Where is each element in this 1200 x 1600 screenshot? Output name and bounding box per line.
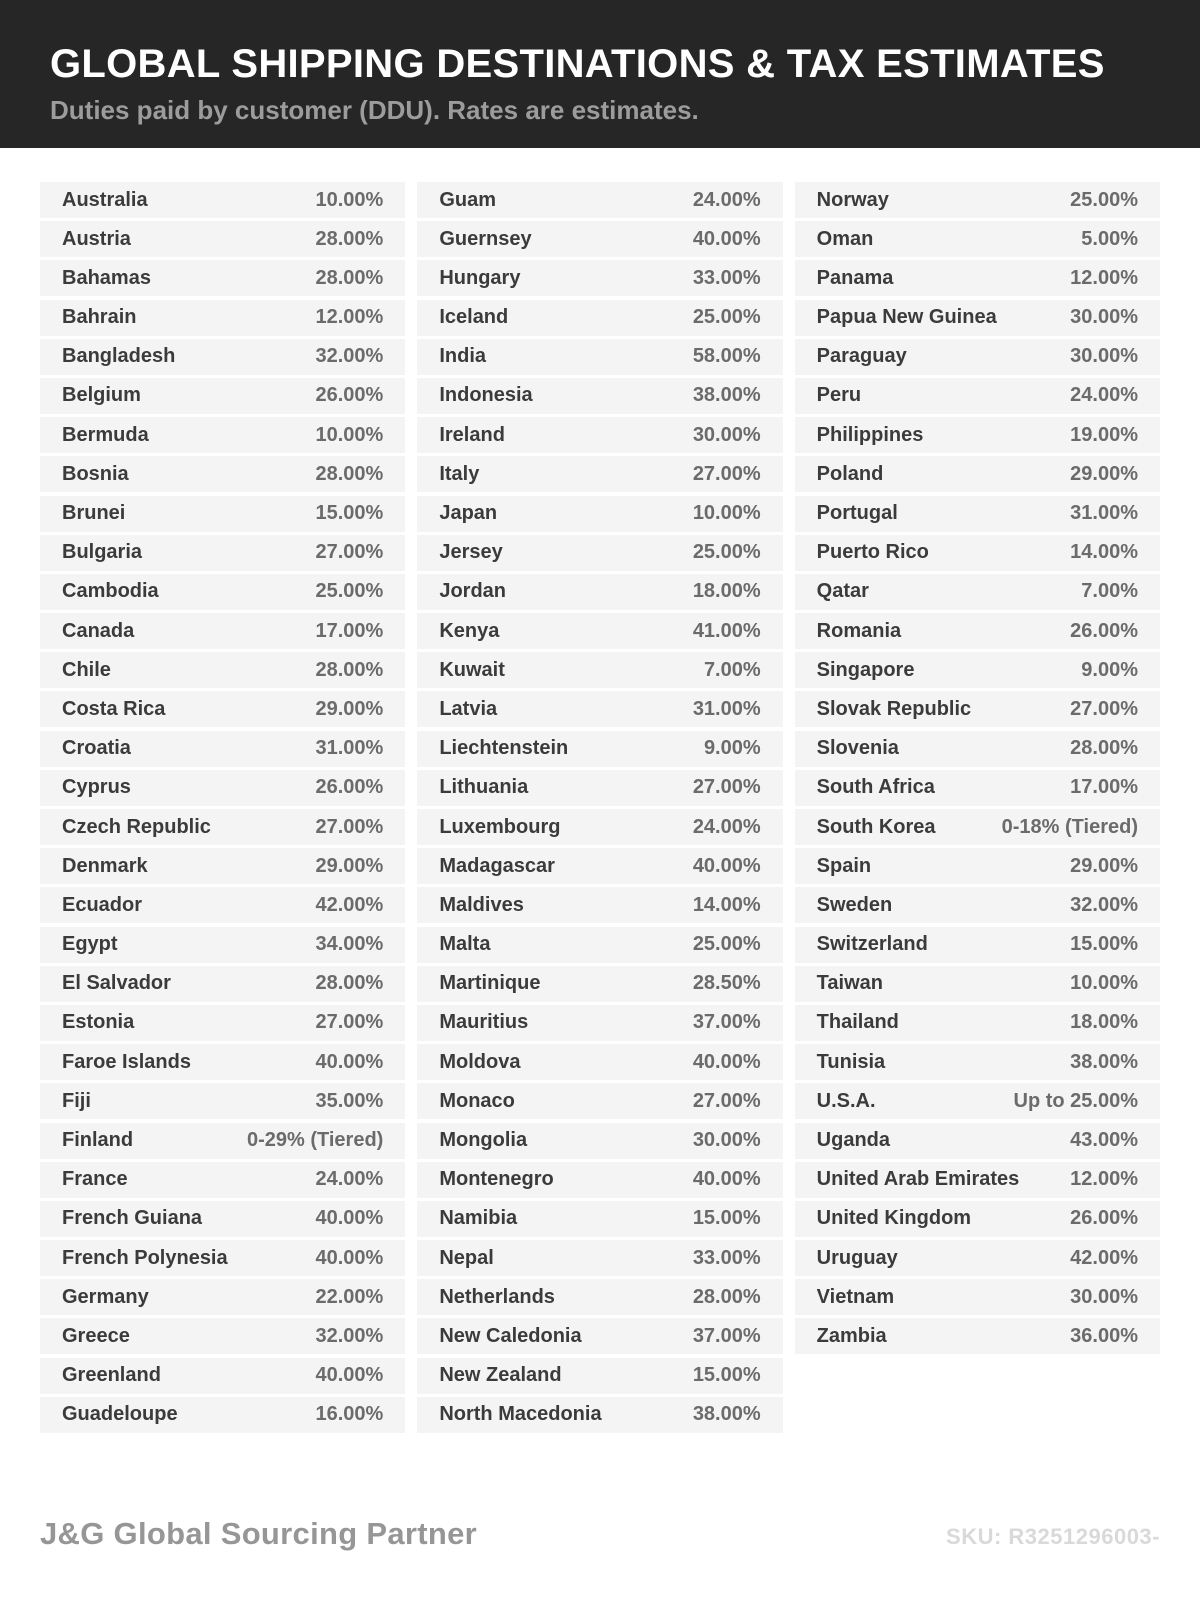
table-column-3 (795, 182, 1160, 1436)
table-row (417, 300, 782, 336)
table-row (795, 1279, 1160, 1315)
country-name: Croatia (62, 737, 131, 760)
country-name: Austria (62, 227, 131, 250)
table-row (417, 1083, 782, 1119)
table-row (417, 1318, 782, 1354)
table-row (40, 260, 405, 296)
tax-rate: 14.00% (692, 893, 761, 916)
table-row (40, 1162, 405, 1198)
tax-rate: 17.00% (1070, 776, 1138, 799)
table-row (417, 652, 782, 688)
table-row (40, 966, 405, 1002)
country-name: Estonia (62, 1011, 135, 1034)
country-name: South Korea (816, 815, 936, 838)
country-name: Norway (816, 188, 889, 211)
country-name: Nepal (439, 1246, 494, 1269)
country-name: Martinique (439, 972, 541, 995)
table-row (795, 1201, 1160, 1237)
country-name: Brunei (62, 502, 126, 524)
tax-rate: 24.00% (1070, 384, 1138, 407)
country-name: Kenya (439, 619, 500, 642)
table-row (417, 260, 782, 296)
tax-rate: 28.00% (315, 658, 384, 681)
tax-rate: 31.00% (692, 697, 761, 720)
table-row (417, 1162, 782, 1198)
table-row (40, 1318, 405, 1354)
country-name: Canada (62, 619, 135, 642)
tax-rate: 40.00% (692, 1168, 761, 1191)
tax-rate: 26.00% (1070, 1207, 1138, 1230)
table-row (795, 1162, 1160, 1198)
table-row (40, 456, 405, 492)
tax-rate: 29.00% (1070, 854, 1138, 877)
sku-label: SKU: R3251296003- (946, 1524, 1160, 1549)
tax-rate: 28.00% (1070, 737, 1138, 760)
tax-rate: 30.00% (1070, 345, 1138, 368)
country-name: Australia (62, 188, 148, 211)
tax-rate: 40.00% (315, 1207, 384, 1230)
table-row (417, 182, 782, 218)
country-name: Vietnam (816, 1285, 895, 1308)
page-title: GLOBAL SHIPPING DESTINATIONS & TAX ESTIMATES (50, 42, 1105, 86)
country-name: French Polynesia (62, 1246, 228, 1269)
country-name: Madagascar (439, 854, 555, 877)
tax-rate: Up to 25.00% (1013, 1089, 1138, 1112)
tax-rate: 22.00% (315, 1285, 384, 1308)
country-name: Poland (816, 462, 884, 485)
table-row (795, 378, 1160, 414)
table-row (795, 300, 1160, 336)
tax-rate: 15.00% (692, 1207, 761, 1230)
country-name: Qatar (816, 580, 869, 603)
country-name: Jersey (439, 541, 503, 564)
tax-rate: 25.00% (315, 580, 384, 603)
tax-rate: 41.00% (692, 619, 761, 642)
country-name: Cambodia (62, 580, 159, 603)
country-name: Egypt (62, 933, 118, 956)
table-row (417, 887, 782, 923)
tax-rate: 37.00% (692, 1011, 761, 1034)
country-name: Tunisia (816, 1050, 886, 1073)
table-row (417, 1279, 782, 1315)
country-name: Spain (816, 854, 872, 877)
tax-rate: 0-18% (Tiered) (1001, 815, 1138, 838)
table-row (795, 848, 1160, 884)
country-name: Luxembourg (439, 815, 561, 838)
tax-rate: 19.00% (1070, 423, 1138, 446)
tax-rate: 40.00% (692, 1050, 761, 1073)
table-row (795, 731, 1160, 767)
tax-rate: 15.00% (692, 1364, 761, 1387)
table-column-1 (40, 182, 405, 1436)
table-row (795, 1318, 1160, 1354)
country-name: Belgium (62, 384, 141, 407)
country-name: Slovak Republic (816, 697, 972, 720)
country-name: Lithuania (439, 776, 529, 799)
table-row (417, 1044, 782, 1080)
tax-rate: 38.00% (1070, 1050, 1138, 1073)
tax-rate: 27.00% (692, 462, 761, 485)
table-row (40, 1201, 405, 1237)
tax-rate: 35.00% (315, 1089, 384, 1112)
tax-table (40, 182, 1160, 1436)
tax-rate: 38.00% (692, 384, 761, 407)
tax-rate: 30.00% (1070, 306, 1138, 329)
table-row (40, 221, 405, 257)
tax-rate: 26.00% (315, 384, 384, 407)
table-row (40, 731, 405, 767)
table-row (417, 1201, 782, 1237)
tax-rate: 33.00% (692, 1246, 761, 1269)
country-name: Germany (62, 1285, 149, 1308)
tax-rate: 29.00% (315, 854, 384, 877)
table-row (40, 417, 405, 453)
tax-rate: 27.00% (315, 541, 384, 564)
country-name: Iceland (439, 306, 509, 329)
table-row (417, 1397, 782, 1433)
table-row (795, 1123, 1160, 1159)
table-row (795, 1240, 1160, 1276)
table-row (795, 691, 1160, 727)
country-name: Thailand (816, 1011, 899, 1034)
country-name: Indonesia (439, 384, 533, 407)
tax-rate: 43.00% (1070, 1129, 1138, 1151)
tax-rate: 34.00% (315, 933, 384, 956)
table-row (40, 574, 405, 610)
tax-rate: 27.00% (315, 815, 384, 838)
table-row (795, 221, 1160, 257)
country-name: Greece (62, 1324, 130, 1347)
table-row (417, 731, 782, 767)
table-row (417, 770, 782, 806)
country-name: Italy (439, 462, 480, 485)
tax-rate: 15.00% (1070, 933, 1138, 956)
country-name: Philippines (816, 423, 924, 446)
country-name: Switzerland (816, 933, 928, 956)
country-name: Papua New Guinea (816, 306, 997, 329)
table-row (40, 1005, 405, 1041)
country-name: Kuwait (439, 658, 505, 681)
table-row (795, 966, 1160, 1002)
tax-rate: 18.00% (692, 580, 761, 603)
tax-rate: 42.00% (1070, 1246, 1138, 1269)
country-name: Ecuador (62, 893, 143, 916)
tax-rate: 32.00% (315, 1324, 384, 1347)
tax-rate: 9.00% (1081, 658, 1138, 681)
country-name: Sweden (816, 893, 893, 916)
country-name: North Macedonia (439, 1403, 602, 1426)
tax-rate: 32.00% (315, 345, 384, 368)
tax-rate: 26.00% (315, 776, 384, 799)
tax-rate: 33.00% (692, 266, 761, 289)
table-row (417, 966, 782, 1002)
country-name: Zambia (816, 1324, 887, 1347)
header-banner (0, 0, 1200, 148)
country-name: United Arab Emirates (816, 1168, 1020, 1191)
tax-rate: 10.00% (315, 423, 384, 446)
table-row (795, 574, 1160, 610)
table-row (795, 496, 1160, 532)
tax-rate: 14.00% (1070, 541, 1138, 564)
country-name: Mongolia (439, 1129, 528, 1151)
tax-rate: 28.50% (692, 972, 761, 995)
country-name: Faroe Islands (62, 1050, 191, 1073)
country-name: Latvia (439, 697, 498, 720)
country-name: Bahamas (62, 266, 151, 289)
table-row (417, 1123, 782, 1159)
table-row (417, 339, 782, 375)
country-name: Panama (816, 266, 894, 289)
country-name: Guernsey (439, 227, 532, 250)
country-name: Paraguay (816, 345, 907, 368)
table-row (795, 1005, 1160, 1041)
table-row (795, 1083, 1160, 1119)
tax-rate: 10.00% (315, 188, 384, 211)
country-name: Bosnia (62, 462, 129, 485)
country-name: Japan (439, 502, 498, 524)
country-name: Peru (816, 384, 862, 407)
tax-rate: 24.00% (315, 1168, 384, 1191)
country-name: Greenland (62, 1364, 161, 1387)
table-row (40, 1240, 405, 1276)
tax-rate: 27.00% (1070, 697, 1138, 720)
tax-rate: 42.00% (315, 893, 384, 916)
tax-rate: 24.00% (692, 815, 761, 838)
table-row (40, 848, 405, 884)
country-name: Uganda (816, 1129, 890, 1151)
table-row (40, 339, 405, 375)
tax-rate: 26.00% (1070, 619, 1138, 642)
table-row (40, 691, 405, 727)
country-name: Moldova (439, 1050, 521, 1073)
tax-rate: 30.00% (692, 1129, 761, 1151)
tax-rate: 17.00% (315, 619, 384, 642)
page-subtitle: Duties paid by customer (DDU). Rates are estimates. (50, 95, 699, 125)
table-row (417, 809, 782, 845)
country-name: U.S.A. (816, 1089, 876, 1112)
country-name: Cyprus (62, 776, 131, 799)
tax-rate: 27.00% (692, 776, 761, 799)
tax-rate: 5.00% (1081, 227, 1138, 250)
country-name: Denmark (62, 854, 148, 877)
tax-rate: 40.00% (692, 227, 761, 250)
tax-rate: 0-29% (Tiered) (246, 1129, 384, 1151)
country-name: Guam (439, 188, 497, 211)
tax-rate: 36.00% (1070, 1324, 1138, 1347)
country-name: Netherlands (439, 1285, 555, 1308)
tax-rate: 27.00% (692, 1089, 761, 1112)
country-name: South Africa (816, 776, 935, 799)
tax-rate: 28.00% (315, 972, 384, 995)
tax-rate: 31.00% (315, 737, 384, 760)
country-name: Ireland (439, 423, 505, 446)
tax-rate: 27.00% (315, 1011, 384, 1034)
table-row (40, 770, 405, 806)
tax-rate: 31.00% (1070, 502, 1138, 524)
table-row (417, 1240, 782, 1276)
table-row (795, 182, 1160, 218)
tax-rate: 18.00% (1070, 1011, 1138, 1034)
tax-rate: 25.00% (1070, 188, 1138, 211)
tax-rate: 7.00% (703, 658, 761, 681)
table-row (40, 1397, 405, 1433)
table-row (795, 809, 1160, 845)
country-name: Chile (62, 658, 111, 681)
table-row (40, 1279, 405, 1315)
table-row (795, 456, 1160, 492)
table-row (795, 887, 1160, 923)
tax-rate: 24.00% (692, 188, 761, 211)
tax-rate: 37.00% (692, 1324, 761, 1347)
country-name: Malta (439, 933, 491, 956)
tax-rate: 12.00% (315, 306, 384, 329)
tax-rate: 29.00% (1070, 462, 1138, 485)
tax-rate: 7.00% (1081, 580, 1138, 603)
table-row (417, 613, 782, 649)
country-name: Uruguay (816, 1246, 898, 1269)
tax-rate: 10.00% (1070, 972, 1138, 995)
country-name: India (439, 345, 486, 368)
country-name: Hungary (439, 266, 521, 289)
country-name: France (62, 1168, 128, 1191)
country-name: Costa Rica (62, 697, 166, 720)
table-row (417, 378, 782, 414)
table-row (417, 417, 782, 453)
country-name: Mauritius (439, 1011, 529, 1034)
tax-rate: 28.00% (315, 266, 384, 289)
table-row (40, 1083, 405, 1119)
tax-rate: 28.00% (315, 227, 384, 250)
tax-rate: 38.00% (692, 1403, 761, 1426)
table-row (40, 535, 405, 571)
country-name: Bangladesh (62, 345, 176, 368)
tax-rate: 16.00% (315, 1403, 384, 1426)
country-name: Montenegro (439, 1168, 554, 1191)
table-row (417, 691, 782, 727)
table-row (795, 652, 1160, 688)
tax-rate: 25.00% (692, 541, 761, 564)
country-name: Monaco (439, 1089, 515, 1112)
country-name: Fiji (62, 1089, 91, 1112)
tax-rate: 32.00% (1070, 893, 1138, 916)
table-row (40, 887, 405, 923)
country-name: Taiwan (816, 972, 883, 995)
table-row (40, 300, 405, 336)
country-name: Bermuda (62, 423, 149, 446)
country-name: United Kingdom (816, 1207, 972, 1230)
table-row (40, 496, 405, 532)
tax-rate: 58.00% (692, 345, 761, 368)
country-name: New Zealand (439, 1364, 562, 1387)
table-row (40, 1123, 405, 1159)
table-row (40, 182, 405, 218)
table-row (417, 927, 782, 963)
table-row (795, 417, 1160, 453)
table-row (417, 574, 782, 610)
table-row (417, 1005, 782, 1041)
country-name: Romania (816, 619, 902, 642)
tax-rate: 12.00% (1070, 1168, 1138, 1191)
footer (40, 1516, 1160, 1552)
tax-rate: 15.00% (315, 502, 384, 524)
table-row (417, 535, 782, 571)
table-row (795, 535, 1160, 571)
table-row (40, 1358, 405, 1394)
tax-rate: 40.00% (315, 1050, 384, 1073)
tax-rate: 40.00% (315, 1246, 384, 1269)
tax-rate: 40.00% (692, 854, 761, 877)
country-name: El Salvador (62, 972, 171, 995)
tax-rate: 25.00% (692, 306, 761, 329)
table-row (795, 339, 1160, 375)
country-name: Namibia (439, 1207, 518, 1230)
tax-rate: 30.00% (692, 423, 761, 446)
table-row (417, 496, 782, 532)
tax-rate: 12.00% (1070, 266, 1138, 289)
table-row (795, 770, 1160, 806)
table-row (40, 378, 405, 414)
table-row (40, 652, 405, 688)
table-row (40, 613, 405, 649)
tax-rate: 28.00% (692, 1285, 761, 1308)
country-name: Bahrain (62, 306, 137, 329)
tax-rate: 9.00% (703, 737, 761, 760)
country-name: Portugal (816, 502, 898, 524)
table-row (40, 1044, 405, 1080)
tax-rate: 25.00% (692, 933, 761, 956)
country-name: New Caledonia (439, 1324, 582, 1347)
country-name: French Guiana (62, 1207, 203, 1230)
country-name: Singapore (816, 658, 915, 681)
table-row (795, 1044, 1160, 1080)
country-name: Finland (62, 1129, 134, 1151)
country-name: Puerto Rico (816, 541, 929, 564)
table-row (795, 613, 1160, 649)
country-name: Czech Republic (62, 815, 211, 838)
table-row (417, 1358, 782, 1394)
tax-rate: 29.00% (315, 697, 384, 720)
tax-rate: 10.00% (692, 502, 761, 524)
country-name: Maldives (439, 893, 524, 916)
table-row (417, 456, 782, 492)
country-name: Oman (816, 227, 874, 250)
table-row (417, 848, 782, 884)
country-name: Jordan (439, 580, 507, 603)
table-row (795, 927, 1160, 963)
table-row (417, 221, 782, 257)
table-column-2 (417, 182, 782, 1436)
table-row (795, 260, 1160, 296)
tax-rate: 40.00% (315, 1364, 384, 1387)
country-name: Guadeloupe (62, 1403, 178, 1426)
table-row (40, 809, 405, 845)
table-row (40, 927, 405, 963)
country-name: Liechtenstein (439, 737, 569, 760)
brand-name: J&G Global Sourcing Partner (40, 1516, 478, 1551)
country-name: Bulgaria (62, 541, 143, 564)
country-name: Slovenia (816, 737, 899, 760)
tax-rate: 30.00% (1070, 1285, 1138, 1308)
tax-rate: 28.00% (315, 462, 384, 485)
